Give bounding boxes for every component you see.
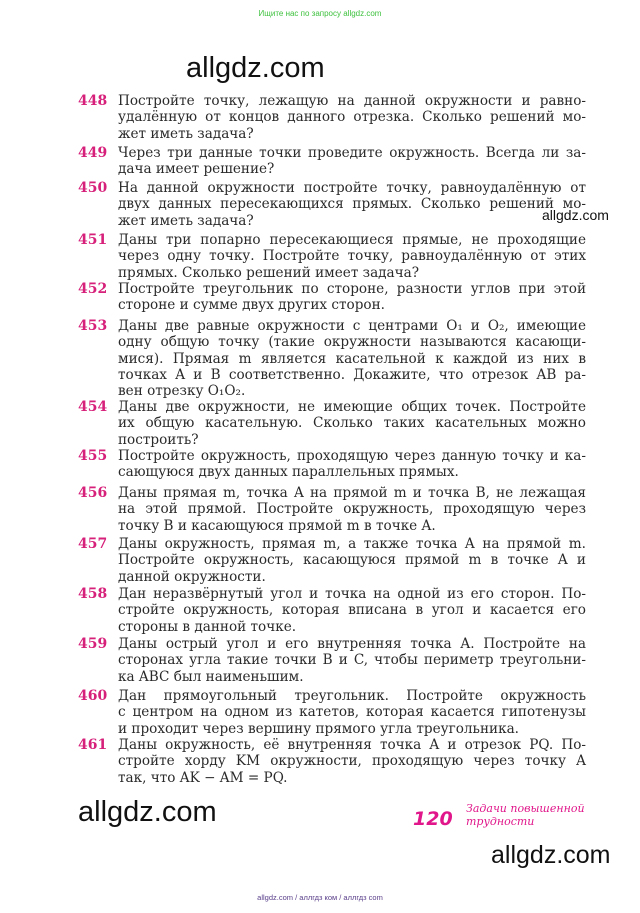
page-number: 120 <box>413 808 453 830</box>
problem-text-line: Даны острый угол и его внутренняя точка A. Постройте на <box>118 636 586 652</box>
problem-number: 458 <box>78 586 108 602</box>
problem-text-line: Постройте окружность, проходящую через данную точку и ка- <box>118 448 586 464</box>
watermark-bottom-right: allgdz.com <box>491 841 611 869</box>
problem-text-line: Даны окружность, её внутренняя точка A и отрезок PQ. По- <box>118 737 586 753</box>
problem-text <box>118 180 586 229</box>
problem-text-line: Даны три попарно пересекающиеся прямые, не проходящие <box>118 232 586 248</box>
section-title-line: Задачи повышенной <box>466 802 585 815</box>
problem-text-line: через одну точку. Постройте точку, равноудалённую от этих <box>118 248 586 265</box>
problem-number: 459 <box>78 636 108 652</box>
problem-text-line: прямых. Сколько решений имеет задача? <box>118 264 420 281</box>
problem-text <box>118 93 586 142</box>
footer-links: allgdz.com / аллгдз ком / аллгдз com <box>257 893 383 902</box>
problem-text-line: на этой прямой. Постройте окружность, проходящую через <box>118 501 586 518</box>
problem-text <box>118 688 586 737</box>
problem-number: 449 <box>78 145 108 161</box>
section-title <box>466 802 585 828</box>
problem-text <box>118 536 586 585</box>
problem-number: 461 <box>78 737 108 753</box>
problem-text-line: данной окружности. <box>118 568 266 585</box>
problem-text-line: и проходит через вершину прямого угла треугольника. <box>118 720 519 737</box>
problem-text-line: Через три данные точки проведите окружность. Всегда ли за- <box>118 145 586 161</box>
problem-text-line: вен отрезку O₁O₂. <box>118 383 246 400</box>
problem-text <box>118 485 586 534</box>
problem-text-line: Даны окружность, прямая m, а также точка A на прямой m. <box>118 536 586 552</box>
problem-text-line: точку B и касающуюся прямой m в точке A. <box>118 517 436 534</box>
problem-number: 452 <box>78 281 108 297</box>
problem-number: 456 <box>78 485 108 501</box>
problem-text-line: стройте хорду KM окружности, проходящую через точку A <box>118 753 586 770</box>
problem-text-line: Даны прямая m, точка A на прямой m и точка B, не лежащая <box>118 485 586 501</box>
problem-text-line: Постройте окружность, касающуюся прямой m в точке A и <box>118 552 586 569</box>
problem-text-line: так, что AK − AM = PQ. <box>118 769 288 786</box>
section-title-line: трудности <box>466 815 535 828</box>
problem-text <box>118 399 586 448</box>
problem-text-line: На данной окружности постройте точку, равноудалённую от <box>118 180 586 196</box>
problem-text-line: сающуюся двух данных параллельных прямых. <box>118 464 459 481</box>
problem-text <box>118 737 586 786</box>
problem-number: 448 <box>78 93 108 109</box>
header-note: Ищите нас по запросу allgdz.com <box>258 9 382 18</box>
problem-text-line: точках A и B соответственно. Докажите, что отрезок AB ра- <box>118 366 586 383</box>
problem-text-line: мися). Прямая m является касательной к каждой из них в <box>118 350 586 367</box>
watermark-top: allgdz.com <box>186 52 325 84</box>
problem-text-line: Дан прямоугольный треугольник. Постройте окружность <box>118 688 586 704</box>
problem-text-line: стороны в данной точке. <box>118 618 297 635</box>
problem-number: 455 <box>78 448 108 464</box>
problem-number: 454 <box>78 399 108 415</box>
problem-text-line: двух данных пересекающихся прямых. Сколько решений мо- <box>118 196 586 213</box>
problem-number: 451 <box>78 232 108 248</box>
problem-text <box>118 636 586 685</box>
problem-text-line: жет иметь задача? <box>118 212 254 229</box>
problem-text <box>118 281 586 314</box>
problem-text-line: удалённую от концов данного отрезка. Сколько решений мо- <box>118 109 586 126</box>
problem-text-line: сторонах угла такие точки B и C, чтобы периметр треугольни- <box>118 652 586 669</box>
problem-text-line: Постройте точку, лежащую на данной окружности и равно- <box>118 93 586 109</box>
problem-text-line: построить? <box>118 431 199 448</box>
watermark-middle: allgdz.com <box>542 207 609 223</box>
problem-number: 457 <box>78 536 108 552</box>
problem-text-line: Постройте треугольник по стороне, разности углов при этой <box>118 281 586 297</box>
problem-text <box>118 318 586 399</box>
problem-text-line: с центром на одном из катетов, которая касается гипотенузы <box>118 704 586 721</box>
problem-text <box>118 448 586 481</box>
problem-number: 453 <box>78 318 108 334</box>
problem-text-line: ка ABC был наименьшим. <box>118 668 304 685</box>
problem-text-line: одну общую точку (такие окружности называются касающи- <box>118 334 586 351</box>
problem-text <box>118 586 586 635</box>
problem-text-line: Дан неразвёрнутый угол и точка на одной из его сторон. По- <box>118 586 586 602</box>
problem-text-line: стороне и сумме двух других сторон. <box>118 297 385 314</box>
problem-text-line: Даны две равные окружности с центрами O₁ и O₂, имеющие <box>118 318 586 334</box>
problem-number: 460 <box>78 688 108 704</box>
problem-number: 450 <box>78 180 108 196</box>
problem-text <box>118 232 586 281</box>
problem-text-line: жет иметь задача? <box>118 125 254 142</box>
problem-text-line: Даны две окружности, не имеющие общих точек. Постройте <box>118 399 586 415</box>
problem-text-line: дача имеет решение? <box>118 161 275 178</box>
problem-text-line: стройте окружность, которая вписана в угол и касается его <box>118 602 586 619</box>
problem-text <box>118 145 586 178</box>
problem-text-line: их общую касательную. Сколько таких касательных можно <box>118 415 586 432</box>
watermark-bottom-left: allgdz.com <box>78 796 217 828</box>
